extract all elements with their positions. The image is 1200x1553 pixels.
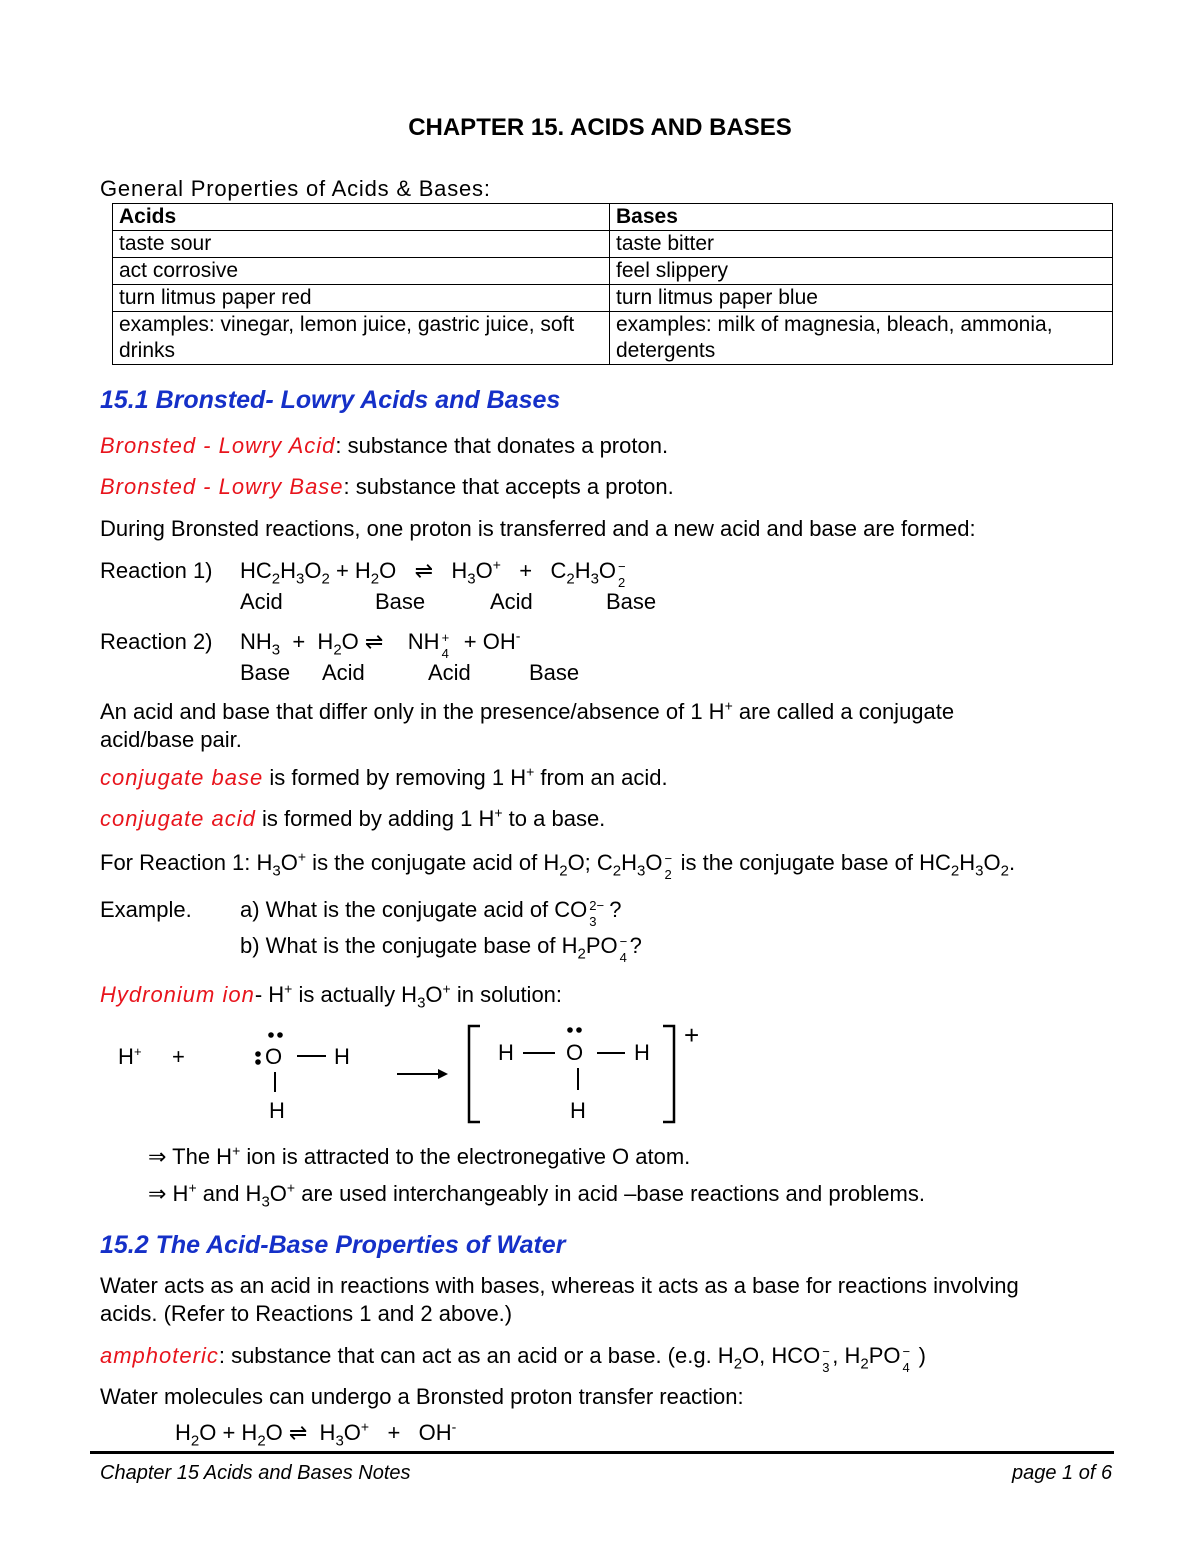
bronsted-base-definition [100,474,674,500]
for-reaction-text: is the conjugate acid of H [306,850,560,875]
during-bronsted-text: During Bronsted reactions, one proton is transferred and a new acid and base are formed: [100,516,976,541]
footer-page-number: page 1 of 6 [1012,1462,1113,1484]
example-question-b: b) What is the conjugate base of $H_2PO$ − 4 ? [240,933,642,965]
hydronium-text: is actually H [292,982,418,1007]
general-properties-label: General Properties of Acids & Bases: [100,176,491,201]
conjugate-base-term: conjugate base [100,765,264,790]
reaction-2-label: Reaction 2) [100,629,213,654]
water-acts-text-2: acids. (Refer to Reactions 1 and 2 above.) [100,1301,513,1326]
conjugate-acid-term: conjugate acid [100,806,256,831]
note-interchangeable: ⇒ H+ and $H_3O^+$ are used interchangeably in acid –base reactions and problems. [148,1179,925,1211]
svg-text:H: H [118,1044,134,1069]
reaction-2-equation: $NH_3 + H_2O$ ⇌ NH + 4 + OH- [240,627,521,661]
conjugate-acid-definition: conjugate acid is formed by adding 1 H+ to a base. [100,804,606,831]
hydronium-formation-diagram [100,1012,740,1137]
footer-divider [90,1451,1114,1454]
svg-text:H: H [498,1040,514,1065]
conjugate-pair-text: An acid and base that differ only in the presence/absence of 1 H+ are called a conjugate [100,697,955,724]
bronsted-acid-text: : substance that donates a proton. [335,433,669,458]
conjugate-acid-text: is formed by adding 1 H [255,806,495,831]
example-question-b-text: b) What is the conjugate base of H [240,933,578,958]
equilibrium-arrow-icon: ⇌ [414,558,434,583]
water-acts-text: Water acts as an acid in reactions with bases, whereas it acts as a base for reactions involving [100,1273,1019,1298]
bronsted-base-text: : substance that accepts a proton. [343,474,674,499]
table-cell: act corrosive [113,258,610,285]
page-title: CHAPTER 15. ACIDS AND BASES [408,114,792,141]
role-label: Base [606,589,657,614]
equilibrium-arrow-icon: ⇌ [288,1420,308,1445]
table-cell: turn litmus paper red [113,285,610,312]
table-cell: taste bitter [610,231,1113,258]
water-transfer-text: Water molecules can undergo a Bronsted proton transfer reaction: [100,1384,744,1409]
hydronium-term: Hydronium ion [100,982,255,1007]
table-cell: examples: milk of magnesia, bleach, ammonia, detergents [610,312,1113,365]
reaction-1-equation: $HC_2H_3O_2 + H_2O$ ⇌ $H_3O^+ + C_2H_3O$ − 2 [240,556,626,590]
section-15-2-heading: 15.2 The Acid-Base Properties of Water [100,1231,566,1259]
note-text: and H [196,1181,262,1206]
svg-text:O: O [566,1040,584,1065]
conjugate-pair-part: An acid and base that differ only in the presence/absence of 1 H [100,699,725,724]
amphoteric-definition: amphoteric: substance that can act as an acid or a base. (e.g. $H_2O$, HCO − 3 , $H_2PO$ − 4 ) [100,1343,926,1375]
section-15-1-heading: 15.1 Bronsted- Lowry Acids and Bases [100,386,561,414]
properties-table [112,203,1113,365]
svg-text:+: + [134,1044,142,1059]
amphoteric-term: amphoteric [100,1343,219,1368]
svg-text:H: H [570,1098,586,1123]
example-question-a-text: a) What is the conjugate acid of CO [240,897,588,922]
for-reaction-1-text: For Reaction 1: $H_3O^+$ is the conjugate acid of $H_2O$; $C_2H_3O$ − 2 is the conjugate base of $HC_2H_3O_2$. [100,848,1016,882]
conjugate-base-text: from an acid. [534,765,668,790]
table-header-row [113,204,1113,231]
example-question-a: a) What is the conjugate acid of CO 2− 3 ? [240,897,622,929]
conjugate-pair-text-2: acid/base pair. [100,727,242,752]
role-label: Acid [322,660,365,685]
svg-text:+: + [684,1020,700,1050]
role-label: Base [375,589,426,614]
note-h-ion: ⇒ The H+ ion is attracted to the electronegative O atom. [148,1142,691,1169]
svg-text:H: H [634,1040,650,1065]
implies-arrow-icon: ⇒ [148,1144,167,1169]
bronsted-acid-definition [100,433,668,459]
for-reaction-label: For Reaction 1: [100,850,257,875]
table-cell: feel slippery [610,258,1113,285]
svg-text:H: H [334,1044,350,1069]
role-label: Base [240,660,291,685]
bronsted-base-term: Bronsted - Lowry Base [100,474,344,499]
hydronium-definition: Hydronium ion- H+ is actually $H_3O^+$ in solution: [100,980,563,1012]
role-label: Acid [428,660,471,685]
hydronium-text: in solution: [450,982,563,1007]
table-header-acids: Acids [113,204,610,231]
equilibrium-arrow-icon: ⇌ [364,629,384,654]
table-cell: examples: vinegar, lemon juice, gastric juice, soft drinks [113,312,610,365]
svg-text:O: O [265,1044,283,1069]
implies-arrow-icon: ⇒ [148,1181,167,1206]
role-label: Acid [490,589,533,614]
table-row [113,258,1113,285]
table-row [113,312,1113,365]
role-label: Acid [240,589,283,614]
table-row [113,231,1113,258]
footer-title: Chapter 15 Acids and Bases Notes [100,1462,411,1484]
conjugate-base-definition: conjugate base is formed by removing 1 H+ from an acid. [100,763,668,790]
for-reaction-text: is the conjugate base of HC [674,850,951,875]
svg-text:+: + [172,1044,185,1069]
conjugate-base-text: is formed by removing 1 H [263,765,527,790]
note-text: The H [172,1144,233,1169]
svg-text:H: H [269,1098,285,1123]
table-row [113,285,1113,312]
role-label: Base [529,660,580,685]
table-cell: taste sour [113,231,610,258]
water-autoionization-equation: $H_2O + H_2O$ ⇌ $H_3O^+ + OH^-$ [175,1418,457,1450]
note-text: are used interchangeably in acid –base reactions and problems. [295,1181,925,1206]
example-label: Example. [100,897,192,922]
hydronium-text: - H [254,982,285,1007]
bronsted-acid-term: Bronsted - Lowry Acid [100,433,336,458]
reaction-1-label: Reaction 1) [100,558,213,583]
amphoteric-text: : substance that can act as an acid or a base. (e.g. H [218,1343,734,1368]
table-cell: turn litmus paper blue [610,285,1113,312]
table-header-bases: Bases [610,204,1113,231]
conjugate-acid-text: to a base. [502,806,606,831]
conjugate-pair-part: are called a conjugate [732,699,955,724]
note-text: ion is attracted to the electronegative O atom. [240,1144,691,1169]
